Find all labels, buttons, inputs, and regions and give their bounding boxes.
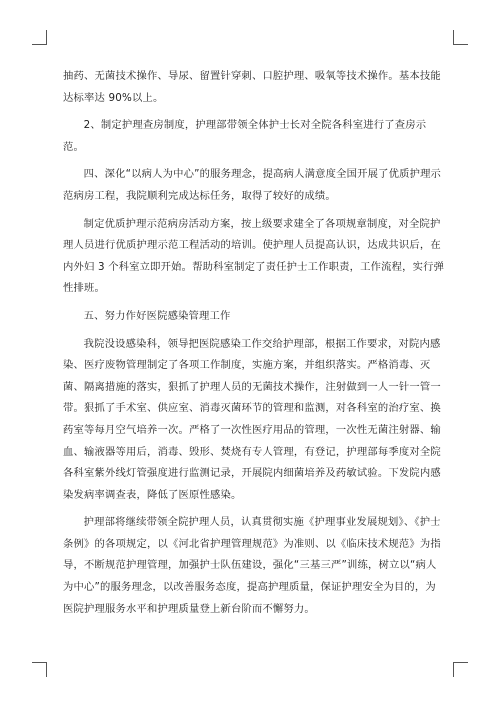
paragraph-quality-nursing-plan: 制定优质护理示范病房活动方案，按上级要求建全了各项规章制度，对全院护理人员进行优质护理示范工程活动的培训。使护理人员提高认识，达成共识后，在内外妇 3 个科室立即开始。帮助科室制定了责任护士工作职责，工作流程，实行弹性排班。 (63, 217, 445, 295)
crop-mark-bottom-right (453, 662, 468, 677)
paragraph-ward-round: 2、制定护理查房制度，护理部带领全体护士长对全院各科室进行了查房示范。 (63, 119, 427, 153)
crop-mark-top-right (453, 30, 468, 45)
paragraph-skill-rate: 抽药、无菌技术操作、导尿、留置针穿刺、口腔护理、吸氧等技术操作。基本技能达标率达 90%以上。 (63, 70, 441, 104)
section-heading-infection-control: 五、努力作好医院感染管理工作 (83, 309, 231, 322)
paragraph-conclusion: 护理部将继续带领全院护理人员，认真贯彻实施《护理事业发展规划》、《护士条例》的各项规定，以《河北省护理管理规范》为准则、以《临床技术规范》为指导，不断规范护理管理，加强护士队伍建设，强化“三基三严”训练，树立以“病人为中心”的服务理念，以改善服务态度，提高护理质量，保证护理安全为目的，为医院护理服务水平和护理质量登上新台阶而不懈努力。 (63, 516, 441, 615)
crop-mark-top-left (32, 30, 47, 45)
crop-mark-bottom-left (32, 662, 47, 677)
document-body (63, 66, 445, 626)
paragraph-section-four: 四、深化“以病人为中心”的服务理念，提高病人满意度全国开展了优质护理示范病房工程，我院顺利完成达标任务，取得了较好的成绩。 (63, 168, 442, 202)
paragraph-infection-control: 我院没设感染科，领导把医院感染工作交给护理部，根据工作要求，对院内感染、医疗废物管理制定了各项工作制度，实施方案，并组织落实。严格消毒、灭菌、隔离措施的落实，狠抓了护理人员的无菌技术操作，注射做到一人一针一管一带。狠抓了手术室、供应室、消毒灭菌环节的管理和监测，对各科室的治疗室、换药室等每月空气培养一次。严格了一次性医疗用品的管理，一次性无菌注射器、输血、输液器等用后，消毒、毁形、焚烧有专人管理，有登记，护理部每季度对全院各科室紫外线灯管强度进行监测记录，开展院内细菌培养及药敏试验。下发院内感染发病率调查表，降低了医原性感染。 (63, 337, 441, 501)
